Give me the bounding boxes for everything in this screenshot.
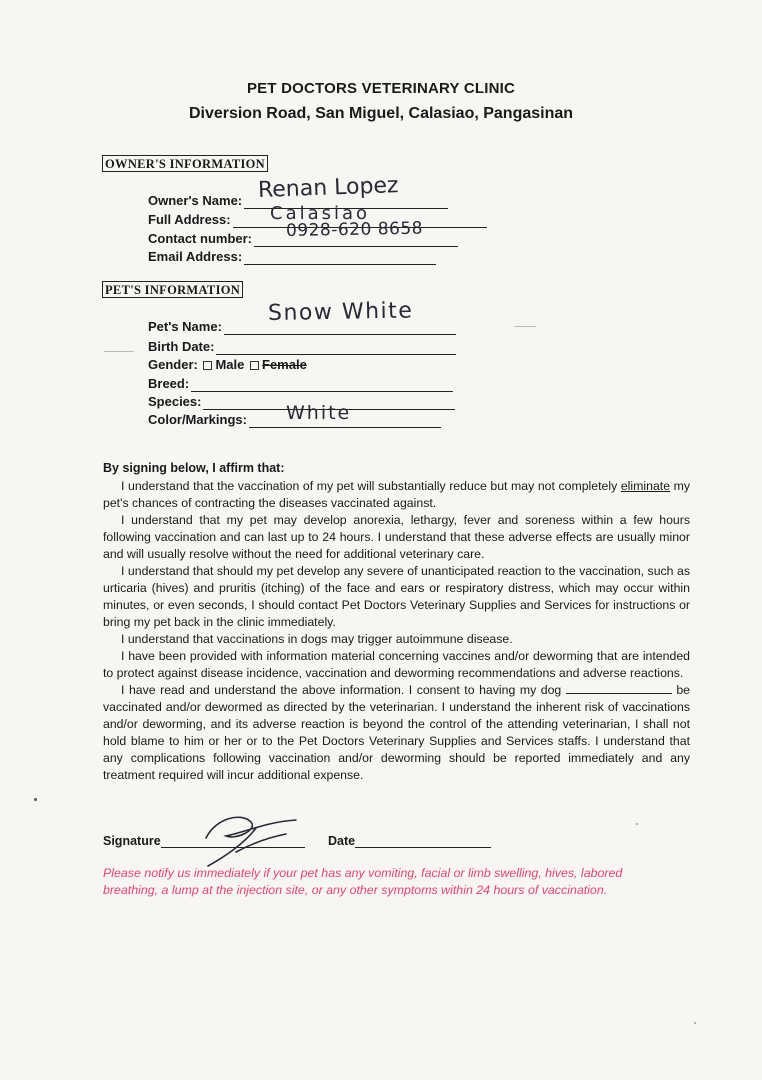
email-address-label: Email Address: [148, 249, 243, 264]
full-address-value: Calasiao [270, 203, 371, 224]
notify-warning: Please notify us immediately if your pet has any vomiting, facial or limb swelling, hives, labored breathing, a lump at the injection site, or any other symptoms within 24 hours of vaccination. [103, 866, 623, 897]
scan-speck [636, 823, 638, 825]
owner-name-label: Owner's Name: [148, 193, 243, 208]
contact-number-value: 0928-620 8658 [285, 218, 424, 241]
pet-name-label: Pet's Name: [148, 319, 222, 334]
pet-section-heading: PET'S INFORMATION [102, 281, 243, 298]
gender-label: Gender: [148, 357, 198, 372]
owner-name-value: Renan Lopez [257, 173, 399, 203]
gender-field [148, 357, 307, 372]
signature-label: Signature [103, 834, 161, 848]
dog-name-blank[interactable] [566, 682, 672, 694]
birth-date-field[interactable] [148, 339, 456, 355]
breed-field[interactable] [148, 376, 453, 392]
birth-date-label: Birth Date: [148, 339, 215, 354]
consent-text [103, 478, 690, 784]
contact-number-label: Contact number: [148, 231, 252, 246]
consent-paragraph-6: I have read and understand the above information. I consent to having my dog be vaccinated and/or dewormed as directed by the veterinarian. I understand the inherent risk of vaccinations and/or deworming, and its adverse reaction is beyond the control of the attending veterinarian, I shall not hold blame to him or her or to the Pet Doctors Veterinary Supplies and Services staffs. I understand that any complications following vaccination and/or deworming should be reported immediately and any treatment required will incur additional expense. [103, 683, 691, 782]
consent-paragraph-4: I understand that vaccinations in dogs may trigger autoimmune disease. [121, 632, 513, 646]
clinic-name: PET DOCTORS VETERINARY CLINIC [246, 80, 516, 97]
color-markings-label: Color/Markings: [148, 412, 247, 427]
scan-speck [34, 798, 37, 801]
clinic-address: Diversion Road, San Miguel, Calasiao, Pangasinan [188, 105, 574, 122]
full-address-label: Full Address: [148, 212, 231, 227]
male-checkbox[interactable] [203, 361, 212, 370]
consent-paragraph-2: I understand that my pet may develop anorexia, lethargy, fever and soreness within a few hours following vaccination and can last up to 24 hours. I understand that these adverse effects are usually minor and will usually resolve without the need for additional veterinary care. [103, 513, 690, 561]
date-field[interactable] [328, 834, 491, 848]
date-label: Date [328, 834, 356, 848]
handwritten-signature [196, 808, 306, 870]
species-label: Species: [148, 394, 202, 409]
male-option-label: Male [215, 357, 245, 372]
female-option-label: Female [262, 357, 307, 372]
color-markings-value: White [286, 402, 352, 424]
consent-paragraph-5: I have been provided with information material concerning vaccines and/or deworming that are intended to protect against disease incidence, vaccination and deworming recommendations and adverse reactions. [103, 649, 690, 680]
affirm-intro: By signing below, I affirm that: [103, 461, 285, 475]
scan-speck [694, 1022, 696, 1024]
consent-paragraph-3: I understand that should my pet develop any severe of unanticipated reaction to the vaccination, such as urticaria (hives) and pruritis (itching) of the face and ears or respiratory distress, which may occur within minutes, or even seconds, I should contact Pet Doctors Veterinary Supplies and Services for instructions or bring my pet back in the clinic immediately. [103, 564, 690, 629]
email-address-field[interactable] [148, 249, 436, 265]
female-checkbox[interactable] [250, 361, 259, 370]
eliminate-underlined: eliminate [620, 479, 671, 493]
consent-paragraph-1: I understand that the vaccination of my pet will substantially reduce but may not completely eliminate my pet's chances of contracting the diseases vaccinated against. [103, 479, 691, 510]
owner-section-heading: OWNER'S INFORMATION [102, 155, 268, 172]
scan-mark [514, 326, 536, 327]
pet-name-value: Snow White [267, 298, 414, 326]
scan-mark [104, 351, 134, 352]
breed-label: Breed: [148, 376, 190, 391]
